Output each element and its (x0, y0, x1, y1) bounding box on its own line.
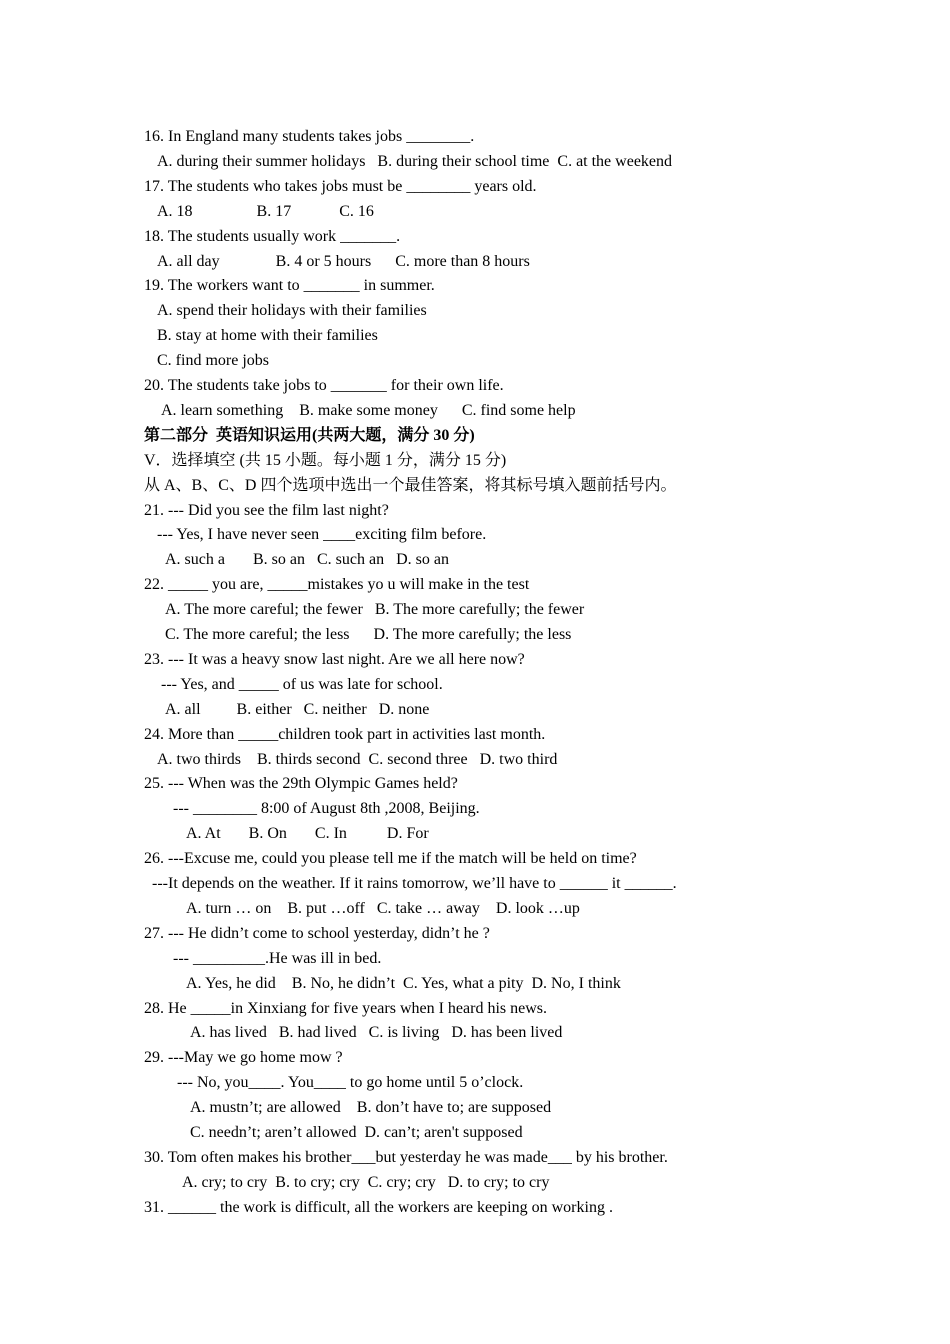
text-line: 30. Tom often makes his brother___but yesterday he was made___ by his brother. (144, 1148, 668, 1166)
text-line: 26. ---Excuse me, could you please tell me if the match will be held on time? (144, 850, 637, 868)
text-line: 31. ______ the work is difficult, all the workers are keeping on working . (144, 1198, 613, 1216)
text-line: 28. He _____in Xinxiang for five years when I heard his news. (144, 999, 548, 1017)
text-line: A. all day B. 4 or 5 hours C. more than 8 hours (157, 252, 530, 270)
text-line: A. such a B. so an C. such an D. so an (165, 551, 449, 569)
text-line: 21. --- Did you see the film last night? (144, 501, 389, 519)
text-line: A. during their summer holidays B. during their school time C. at the weekend (157, 152, 673, 170)
text-line: 22. _____ you are, _____mistakes yo u will make in the test (144, 576, 530, 594)
text-line: 20. The students take jobs to _______ for their own life. (144, 377, 504, 394)
text-line: A. two thirds B. thirds second C. second three D. two third (157, 750, 558, 768)
text-line: 第二部分 英语知识运用(共两大题，满分 30 分) (144, 426, 475, 444)
text-line: A. mustn’t; are allowed B. don’t have to; are supposed (190, 1099, 552, 1117)
text-line: 24. More than _____children took part in activities last month. (144, 725, 546, 743)
text-line: A. The more careful; the fewer B. The more carefully; the fewer (165, 601, 585, 619)
text-line: 17. The students who takes jobs must be ________ years old. (144, 177, 537, 195)
text-line: 18. The students usually work _______. (144, 227, 401, 245)
text-line: 27. --- He didn’t come to school yesterday, didn’t he ? (144, 924, 490, 942)
text-line: --- Yes, and _____ of us was late for school. (161, 675, 443, 693)
text-line: --- _________.He was ill in bed. (173, 949, 382, 967)
text-line: A. has lived B. had lived C. is living D. has been lived (190, 1024, 563, 1042)
text-line: A. turn … on B. put …off C. take … away D. look …up (186, 899, 580, 917)
text-line: --- Yes, I have never seen ____exciting film before. (157, 526, 487, 544)
text-line: 从 A、B、C、D 四个选项中选出一个最佳答案，将其标号填入题前括号内。 (144, 476, 677, 494)
text-line: A. 18 B. 17 C. 16 (157, 202, 374, 220)
text-line: A. learn something B. make some money C. find some help (161, 401, 576, 419)
text-line: 16. In England many students takes jobs ________. (144, 128, 475, 145)
text-line: A. spend their holidays with their families (157, 302, 427, 320)
text-line: A. all B. either C. neither D. none (165, 700, 430, 718)
text-line: C. find more jobs (157, 352, 269, 370)
text-line: --- No, you____. You____ to go home until 5 o’clock. (177, 1074, 524, 1092)
text-line: 23. --- It was a heavy snow last night. Are we all here now? (144, 650, 525, 668)
text-line: 29. ---May we go home mow ? (144, 1049, 343, 1067)
text-line: --- ________ 8:00 of August 8th ,2008, Beijing. (173, 800, 480, 818)
text-line: B. stay at home with their families (157, 327, 378, 345)
text-line: C. needn’t; aren’t allowed D. can’t; aren't supposed (190, 1124, 523, 1141)
text-line: ---It depends on the weather. If it rains tomorrow, we’ll have to ______ it ______. (152, 875, 677, 892)
text-line: 19. The workers want to _______ in summer. (144, 277, 435, 295)
text-line: A. At B. On C. In D. For (186, 825, 429, 843)
text-line: 25. --- When was the 29th Olympic Games held? (144, 775, 458, 793)
text-line: A. Yes, he did B. No, he didn’t C. Yes, what a pity D. No, I think (186, 974, 621, 992)
text-line: A. cry; to cry B. to cry; cry C. cry; cry D. to cry; to cry (182, 1173, 550, 1191)
text-line: V．选择填空 (共 15 小题。每小题 1 分，满分 15 分) (144, 451, 507, 469)
text-line: C. The more careful; the less D. The more carefully; the less (165, 626, 572, 643)
